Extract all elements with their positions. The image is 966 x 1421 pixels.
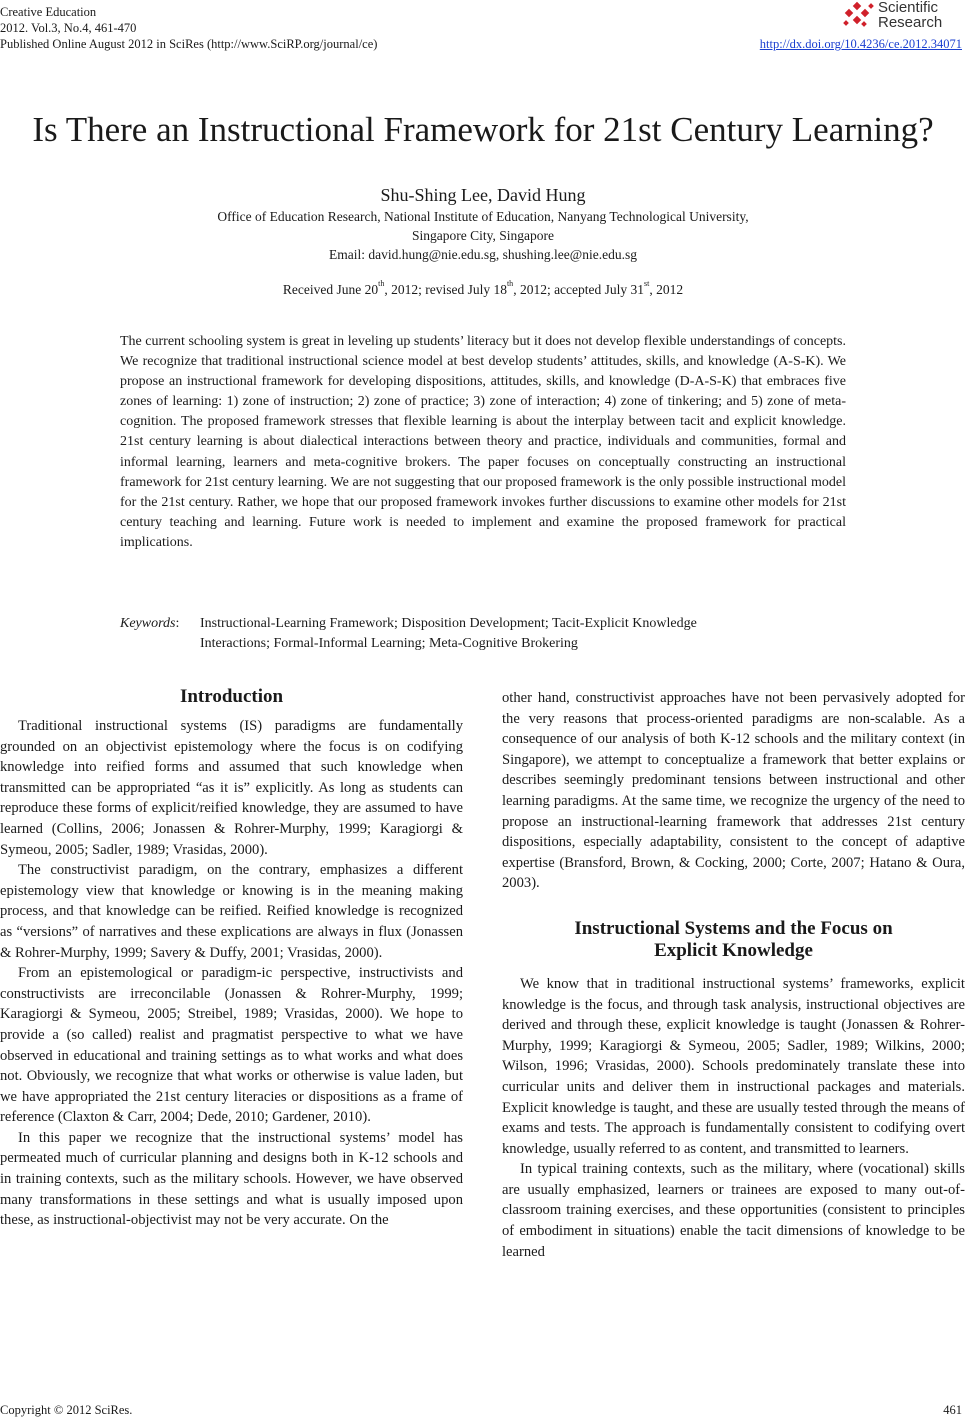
affiliation-line-2: Singapore City, Singapore — [412, 228, 554, 243]
body-paragraph: We know that in traditional instructional systems’ frameworks, explicit knowledge is the focus, and through task analysis, instructional objectives are derived and through these, explicit knowledge is taught (Jonassen & Rohrer-Murphy, 1999; Karagiorgi & Symeou, 2005; Sadler, 1989; Wilkins, 2000; Wilson, 1996; Vrasidas, 2000). Schools predominately translate these into curricular units and deliver them in instructional packages and materials. Explicit knowledge is taught, and these are usually tested through the means of exams and tests. The approach is fundamentally consistent to codifying overt knowledge, usually referred to as content, and transmitted to learners. — [502, 975, 965, 1157]
keywords-label: Keywords — [120, 616, 176, 631]
logo-text — [878, 0, 942, 30]
accepted-date: , 2012; accepted July 31 — [513, 282, 645, 297]
copyright: Copyright © 2012 SciRes. — [0, 1403, 133, 1417]
logo-line-2: Research — [878, 14, 943, 31]
revised-sup: th — [506, 279, 514, 288]
intro-paragraph: From an epistemological or paradigm-ic perspective, instructivists and constructivists are irreconcilable (Jonassen & Rohrer-Murphy, 1999; Karagiorgi & Symeou, 2005; Streibel, 1989; Vrasidas, 2000). We hope to provide a (so called) realist and pragmatist perspective to what we have observed in educational and training settings as to what works and what does not. Obviously, we recognize that what works or otherwise is value laden, but we have appropriated the 21st century literacies or dispositions as a frame of reference (Claxton & Carr, 2004; Dede, 2010; Gardener, 2010). — [0, 965, 463, 1126]
keywords — [120, 614, 846, 654]
journal-header — [0, 4, 377, 52]
journal-name: Creative Education — [0, 5, 97, 19]
affiliation-line-1: Office of Education Research, National Institute of Education, Nanyang Technological University, — [217, 209, 749, 224]
section-heading — [502, 918, 965, 962]
paper-title: Is There an Instructional Framework for 21st Century Learning? — [32, 110, 934, 149]
accepted-year: , 2012 — [649, 282, 684, 297]
logo-line-1: Scientific — [878, 0, 939, 16]
received-date: Received June 20 — [282, 282, 379, 297]
received-sup: th — [378, 279, 385, 288]
authors: Shu-Shing Lee, David Hung — [380, 185, 586, 205]
section-heading-line-1: Instructional Systems and the Focus on — [574, 917, 893, 939]
journal-volume: 2012. Vol.3, No.4, 461-470 — [0, 21, 137, 35]
logo-mark-icon — [842, 0, 876, 30]
publisher-logo — [842, 0, 962, 34]
page-number: 461 — [943, 1403, 962, 1417]
keywords-line-1: Instructional-Learning Framework; Disposition Development; Tacit-Explicit Knowledge — [200, 616, 697, 631]
continued-paragraph: other hand, constructivist approaches have not been pervasively adopted for the very reasons that process-oriented paradigms are non-scalable. As a consequence of our analysis of both K-12 schools and the military context (in Singapore), we attempt to conceptualize a framework that better explains or describes seemingly predominant tensions between instructional and other learning paradigms. At the same time, we recognize the urgency of the need to propose an instructional-learning framework that addresses 21st century dispositions, especially adaptability, consistent to the concept of adaptive expertise (Bransford, Brown, & Cocking, 2000; Corte, 2007; Hatano & Oura, 2003). — [502, 690, 965, 892]
body-paragraph: In typical training contexts, such as the military, where (vocational) skills are usually emphasized, learners or trainees are exposed to many out-of-classroom training exercises, and these opportunities (consistent to principles of embodiment in situations) enable the tacit dimensions of knowledge to be learned — [502, 1161, 965, 1260]
doi-link[interactable]: http://dx.doi.org/10.4236/ce.2012.34071 — [759, 37, 962, 51]
keywords-colon: : — [175, 616, 180, 631]
keywords-line-2: Interactions; Formal-Informal Learning; Meta-Cognitive Brokering — [200, 636, 578, 651]
affiliation — [0, 207, 966, 264]
author-email: Email: david.hung@nie.edu.sg, shushing.lee@nie.edu.sg — [329, 247, 637, 262]
abstract: The current schooling system is great in leveling up students’ literacy but it does not develop flexible understandings of concepts. We recognize that traditional instructional science model at best develop students’ attitudes, skills, and knowledge (A-S-K). We propose an instructional framework for developing dispositions, attitudes, skills, and knowledge (D-A-S-K) that embraces five zones of learning: 1) zone of instruction; 2) zone of practice; 3) zone of interaction; 4) zone of tinkering; and 5) zone of meta-cognition. The proposed framework stresses that flexible learning is about the interplay between tacit and explicit knowledge. 21st century learning is about dialectical interactions between theory and practice, individuals and communities, formal and informal learning, learners and meta-cognitive brokers. The paper focuses on conceptually constructing an instructional framework for 21st century learning. We are not suggesting that our proposed framework is the only possible instructional model for the 21st century. Rather, we hope that our proposed framework invokes further discussions to examine other models for 21st century teaching and learning. Future work is needed to implement and examine the proposed framework for practical implications. — [120, 334, 846, 550]
accepted-sup: st — [644, 279, 650, 288]
intro-paragraph: The constructivist paradigm, on the contrary, emphasizes a different epistemology view that knowledge or knowing is in the meaning making process, and that knowledge can be reified. Reified knowledge is recognized as “versions” of narratives and these explications are always in flux (Jonassen & Rohrer-Murphy, 1999; Savery & Duffy, 2001; Vrasidas, 2000). — [0, 862, 463, 961]
revised-date: , 2012; revised July 18 — [384, 282, 507, 297]
right-column — [502, 688, 965, 1262]
intro-paragraph: In this paper we recognize that the instructional systems’ model has permeated much of curricular planning and designs both in K-12 schools and in training contexts, such as the military schools. However, we have observed many transformations in these settings and what is usually imposed upon these, as instructional-objectivist may not be very accurate. On the — [0, 1129, 463, 1229]
doi-container — [760, 36, 962, 52]
publication-info: Published Online August 2012 in SciRes (http://www.SciRP.org/journal/ce) — [0, 37, 378, 51]
intro-paragraph: Traditional instructional systems (IS) paradigms are fundamentally grounded on an objectivist epistemology where the focus is on codifying knowledge into reified forms and assumed that such knowledge when transmitted can be appropriated “as it is” explicitly. As long as students can reproduce these forms of explicit/reified knowledge, they are assumed to have learned (Collins, 2006; Jonassen & Rohrer-Murphy, 1999; Karagiorgi & Symeou, 2005; Sadler, 1989; Vrasidas, 2000). — [0, 718, 463, 858]
left-column — [0, 716, 463, 1231]
section-heading-line-2: Explicit Knowledge — [654, 939, 813, 961]
introduction-heading: Introduction — [179, 686, 284, 707]
received-dates — [0, 280, 966, 300]
